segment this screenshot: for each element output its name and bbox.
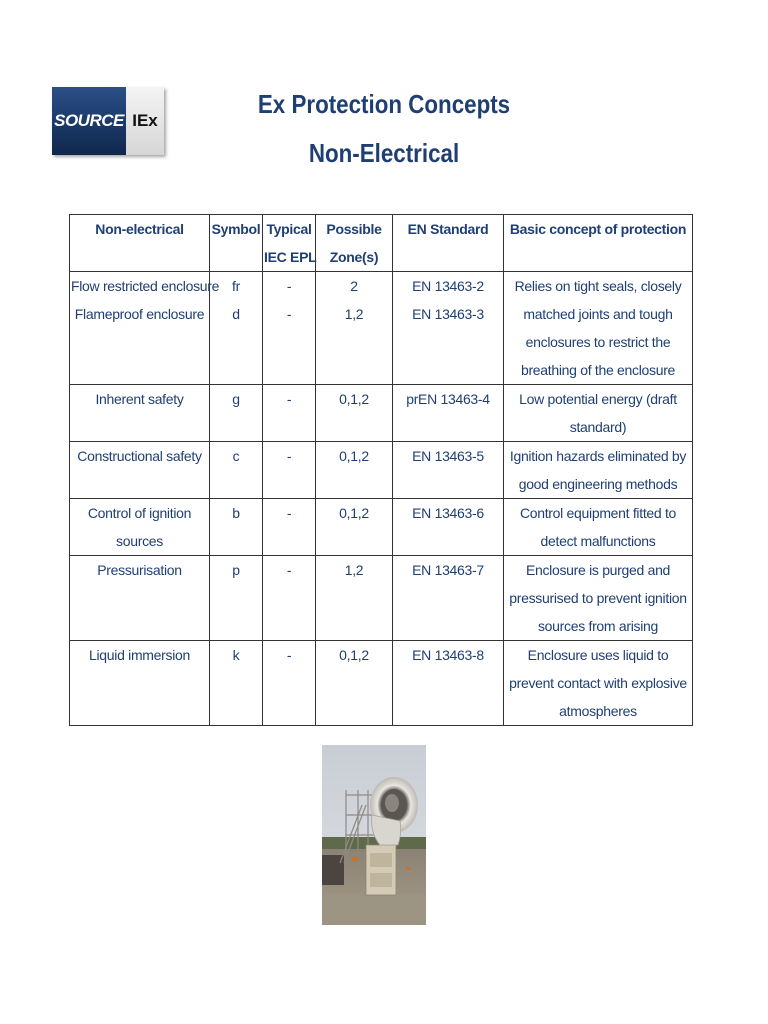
table-row	[70, 442, 693, 499]
table-row	[70, 641, 693, 726]
cell-concept: Ignition hazards eliminated by good engineering methods	[504, 442, 693, 499]
table-row	[70, 385, 693, 442]
cell-standard: EN 13463-8	[393, 641, 504, 726]
page-title: Ex Protection Concepts	[257, 89, 511, 119]
header-basic-concept: Basic concept of protection	[504, 215, 693, 272]
cell-name: Constructional safety	[70, 442, 210, 499]
cell-zones: 0,1,2	[316, 641, 393, 726]
cell-standard: prEN 13463-4	[393, 385, 504, 442]
cell-name: Inherent safety	[70, 385, 210, 442]
equipment-photo	[322, 745, 426, 925]
table-row	[70, 556, 693, 641]
cell-zones: 0,1,2	[316, 499, 393, 556]
cell-epl: -	[263, 641, 316, 726]
logo-iex-text: IEx	[132, 111, 158, 130]
header-non-electrical: Non-electrical	[70, 215, 210, 272]
cell-epl: -	[263, 556, 316, 641]
cell-symbol: b	[210, 499, 263, 556]
table-row	[70, 499, 693, 556]
cell-concept: Enclosure uses liquid to prevent contact with explosive atmospheres	[504, 641, 693, 726]
table-header-row	[70, 215, 693, 272]
header-symbol: Symbol	[210, 215, 263, 272]
header-possible-zones: Possible Zone(s)	[316, 215, 393, 272]
cell-concept: Control equipment fitted to detect malfunctions	[504, 499, 693, 556]
cell-name: Liquid immersion	[70, 641, 210, 726]
protection-concepts-table	[69, 214, 693, 726]
cell-name: Flow restricted enclosure Flameproof enclosure	[70, 272, 210, 385]
cell-standard: EN 13463-5	[393, 442, 504, 499]
cell-zones: 2 1,2	[316, 272, 393, 385]
page-subtitle: Non-Electrical	[308, 138, 460, 168]
cell-symbol: p	[210, 556, 263, 641]
cell-epl: -	[263, 385, 316, 442]
cell-standard: EN 13463-2 EN 13463-3	[393, 272, 504, 385]
table-row	[70, 272, 693, 385]
cell-epl: -	[263, 442, 316, 499]
cell-zones: 1,2	[316, 556, 393, 641]
cell-epl: -	[263, 499, 316, 556]
cell-symbol: fr d	[210, 272, 263, 385]
cell-standard: EN 13463-6	[393, 499, 504, 556]
cell-symbol: g	[210, 385, 263, 442]
cell-concept: Enclosure is purged and pressurised to prevent ignition sources from arising	[504, 556, 693, 641]
cell-symbol: k	[210, 641, 263, 726]
header-en-standard: EN Standard	[393, 215, 504, 272]
cell-standard: EN 13463-7	[393, 556, 504, 641]
cell-name: Control of ignition sources	[70, 499, 210, 556]
cell-concept: Relies on tight seals, closely matched joints and tough enclosures to restrict the breathing of the enclosure	[504, 272, 693, 385]
header-typical-iec-epl: Typical IEC EPL	[263, 215, 316, 272]
cell-name: Pressurisation	[70, 556, 210, 641]
cell-zones: 0,1,2	[316, 442, 393, 499]
cell-epl: - -	[263, 272, 316, 385]
logo-source-text: SOURCE	[54, 111, 124, 130]
cell-concept: Low potential energy (draft standard)	[504, 385, 693, 442]
cell-zones: 0,1,2	[316, 385, 393, 442]
cell-symbol: c	[210, 442, 263, 499]
